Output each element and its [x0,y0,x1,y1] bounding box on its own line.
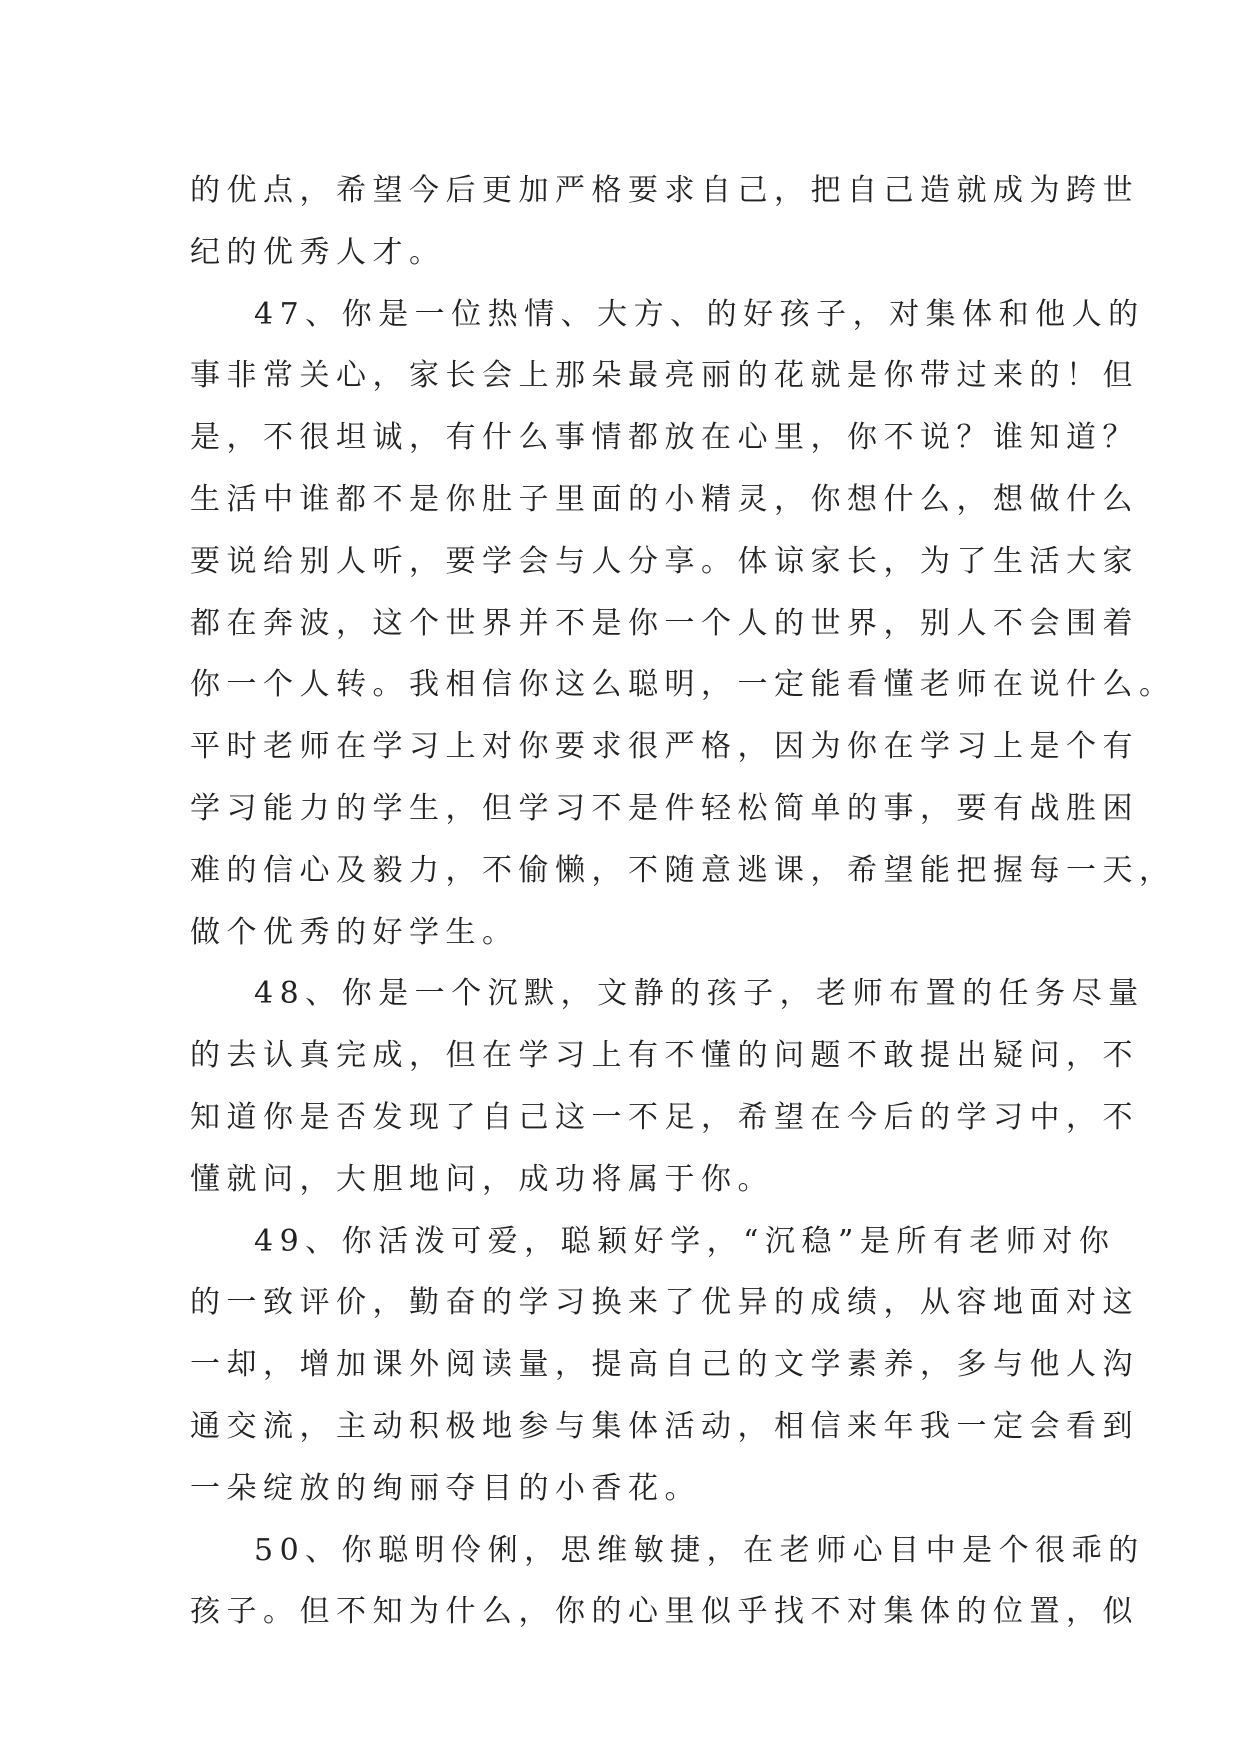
text-line: 纪的优秀人才。 [190,234,446,270]
text-line: 都在奔波，这个世界并不是你一个人的世界，别人不会围着 [190,605,1139,641]
text-line: 学习能力的学生，但学习不是件轻松简单的事，要有战胜困 [190,790,1139,826]
text-line: 难的信心及毅力，不偷懒，不随意逃课，希望能把握每一天， [190,852,1176,888]
text-line: 的去认真完成，但在学习上有不懂的问题不敢提出疑问，不 [190,1038,1139,1074]
text-line: 是，不很坦诚，有什么事情都放在心里，你不说？谁知道？ [190,420,1139,456]
text-line: 50、你聪明伶俐，思维敏捷，在老师心目中是个很乖的 [254,1532,1145,1568]
paragraph-48 [190,963,1145,1210]
text-line: 知道你是否发现了自己这一不足，希望在今后的学习中，不 [190,1099,1139,1135]
paragraph-47 [190,284,1176,964]
text-line: 一朵绽放的绚丽夺目的小香花。 [190,1470,701,1506]
text-line: 你一个人转。我相信你这么聪明，一定能看懂老师在说什么。 [190,667,1176,703]
paragraph-continuation [190,160,1139,284]
text-line: 生活中谁都不是你肚子里面的小精灵，你想什么，想做什么 [190,481,1139,517]
text-line: 要说给别人听，要学会与人分享。体谅家长，为了生活大家 [190,543,1139,579]
text-line: 孩子。但不知为什么，你的心里似乎找不对集体的位置，似 [190,1594,1139,1630]
text-line: 48、你是一个沉默，文静的孩子，老师布置的任务尽量 [254,976,1145,1012]
text-line: 的一致评价，勤奋的学习换来了优异的成绩，从容地面对这 [190,1285,1139,1321]
text-line: 懂就问，大胆地问，成功将属于你。 [190,1161,774,1197]
document-body [190,160,1176,1643]
text-line: 的优点，希望今后更加严格要求自己，把自己造就成为跨世 [190,173,1139,208]
text-line: 47、你是一位热情、大方、的好孩子，对集体和他人的 [254,296,1145,332]
text-line: 事非常关心，家长会上那朵最亮丽的花就是你带过来的！但 [190,358,1139,394]
text-line: 做个优秀的好学生。 [190,914,519,950]
text-line: 平时老师在学习上对你要求很严格，因为你在学习上是个有 [190,729,1139,765]
text-line: 一却，增加课外阅读量，提高自己的文学素养，多与他人沟 [190,1347,1139,1383]
paragraph-49 [190,1211,1139,1520]
text-line: 通交流，主动积极地参与集体活动，相信来年我一定会看到 [190,1408,1139,1444]
paragraph-50 [190,1520,1145,1644]
text-line: 49、你活泼可爱，聪颖好学，“沉稳”是所有老师对你 [254,1223,1116,1259]
